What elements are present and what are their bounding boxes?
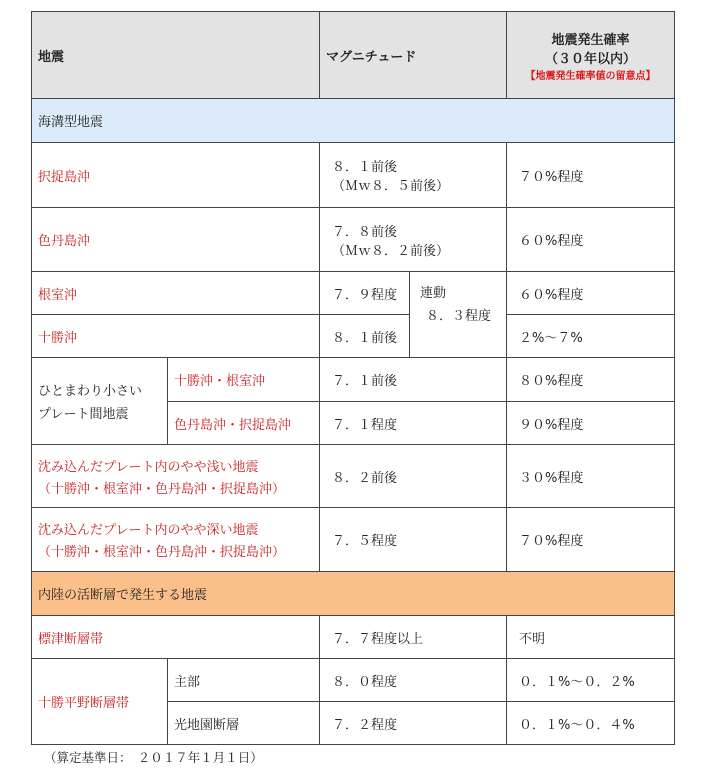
header-probability	[507, 12, 675, 99]
header-probability-title: 地震発生確率	[551, 32, 630, 48]
table-row	[32, 445, 675, 508]
row-name-deep[interactable]: 沈み込んだプレート内のやや深い地震 （十勝沖・根室沖・色丹島沖・択捉島沖）	[32, 508, 320, 572]
linked-mag: ８．３程度	[426, 309, 492, 324]
table-row	[32, 508, 675, 572]
table-header-row	[32, 12, 675, 99]
row-mag-tokachi: ８．１前後	[320, 315, 410, 358]
row-prob-nemuro: ６０%程度	[507, 272, 675, 315]
row-name-kochien: 光地園断層	[168, 702, 320, 745]
table-row	[32, 659, 675, 702]
row-name-shikotan[interactable]: 色丹島沖	[32, 208, 320, 272]
row-mag-deep: ７．５程度	[320, 508, 507, 572]
row-prob-shikotan: ６０%程度	[507, 208, 675, 272]
small-group-label: ひとまわり小さい プレート間地震	[32, 358, 168, 445]
table-row	[32, 143, 675, 208]
row-name-nemuro[interactable]: 根室沖	[32, 272, 320, 315]
row-name-small-tokachi-nemuro[interactable]: 十勝沖・根室沖	[168, 358, 320, 402]
row-name-tokachi-plain[interactable]: 十勝平野断層帯	[32, 659, 168, 745]
row-prob-kochien: ０．１%～０．４%	[507, 702, 675, 745]
linked-label: 連動	[420, 286, 447, 301]
row-prob-etorofu: ７０%程度	[507, 143, 675, 208]
table-row	[32, 616, 675, 659]
section-inland: 内陸の活断層で発生する地震	[32, 572, 675, 616]
section-inland-row	[32, 572, 675, 616]
row-mag-main-part: ８．０程度	[320, 659, 507, 702]
row-mag-shikotan: ７．８前後 （Ｍｗ８．２前後）	[320, 208, 507, 272]
table-row	[32, 272, 675, 315]
earthquake-table	[31, 11, 675, 745]
row-mag-shibetsu: ７．７程度以上	[320, 616, 507, 659]
row-linked	[410, 272, 507, 358]
row-mag-small-shikotan-etorofu: ７．１程度	[320, 402, 507, 445]
table-row	[32, 358, 675, 402]
row-name-shallow[interactable]: 沈み込んだプレート内のやや浅い地震 （十勝沖・根室沖・色丹島沖・択捉島沖）	[32, 445, 320, 508]
row-prob-deep: ７０%程度	[507, 508, 675, 572]
header-earthquake: 地震	[32, 12, 320, 99]
table-row	[32, 315, 675, 358]
row-name-shibetsu[interactable]: 標津断層帯	[32, 616, 320, 659]
row-prob-shibetsu: 不明	[507, 616, 675, 659]
row-mag-kochien: ７．２程度	[320, 702, 507, 745]
row-prob-main-part: ０．１%～０．２%	[507, 659, 675, 702]
header-probability-sub: （３０年以内）	[545, 51, 637, 67]
row-prob-small-shikotan-etorofu: ９０%程度	[507, 402, 675, 445]
row-mag-shallow: ８．２前後	[320, 445, 507, 508]
row-name-tokachi[interactable]: 十勝沖	[32, 315, 320, 358]
row-prob-tokachi: ２%～７%	[507, 315, 675, 358]
row-prob-shallow: ３０%程度	[507, 445, 675, 508]
row-mag-nemuro: ７．９程度	[320, 272, 410, 315]
row-prob-small-tokachi-nemuro: ８０%程度	[507, 358, 675, 402]
row-name-small-shikotan-etorofu[interactable]: 色丹島沖・択捉島沖	[168, 402, 320, 445]
row-name-main-part: 主部	[168, 659, 320, 702]
table-row	[32, 208, 675, 272]
section-trench: 海溝型地震	[32, 99, 675, 143]
row-mag-etorofu: ８．１前後 （Ｍｗ８．５前後）	[320, 143, 507, 208]
section-trench-row	[32, 99, 675, 143]
calculation-date-note: （算定基準日： ２０１７年１月１日）	[44, 750, 263, 765]
header-magnitude: マグニチュード	[320, 12, 507, 99]
probability-note-link[interactable]: 【地震発生確率値の留意点】	[525, 70, 656, 82]
row-mag-small-tokachi-nemuro: ７．１前後	[320, 358, 507, 402]
row-name-etorofu[interactable]: 択捉島沖	[32, 143, 320, 208]
